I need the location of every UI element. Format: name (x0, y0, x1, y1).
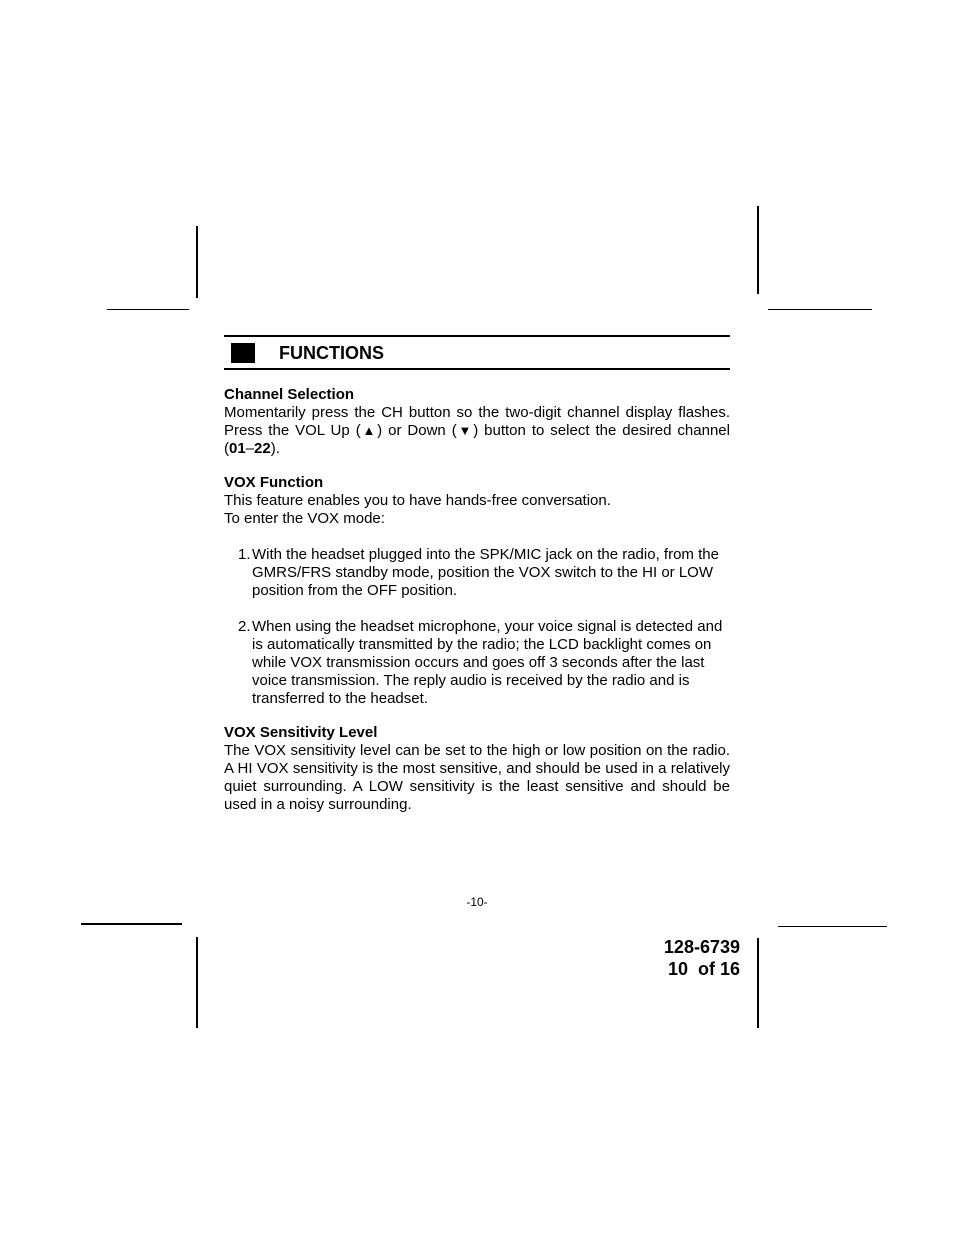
channel-max: 22 (254, 440, 271, 457)
step-number: 1. (238, 546, 251, 563)
crop-mark-top-right-horizontal (768, 309, 872, 310)
list-item (224, 618, 730, 708)
header-top-rule (224, 335, 730, 337)
crop-mark-top-left-horizontal (107, 309, 189, 310)
document-info (664, 936, 740, 980)
crop-mark-bottom-right-vertical (757, 938, 759, 1028)
crop-mark-top-left-vertical (196, 226, 198, 298)
up-arrow-icon: ▲ (360, 423, 378, 438)
document-number: 128-6739 (663, 937, 740, 957)
section-title: FUNCTIONS (279, 343, 384, 363)
crop-mark-bottom-right-horizontal (778, 926, 887, 927)
list-item (224, 546, 730, 600)
channel-min: 01 (229, 440, 246, 457)
vox-sensitivity-text: The VOX sensitivity level can be set to the high or low position on the radio. A HI VOX sensitivity is the most sensitive, and should be used in a relatively quiet surrounding. A LOW sensitivity is the least sensitive and should be used in a noisy surrounding. (224, 742, 730, 813)
down-arrow-icon: ▼ (456, 423, 474, 438)
header-block-marker (231, 343, 255, 363)
content-body (224, 386, 730, 814)
vox-function-intro: This feature enables you to have hands-free conversation. (224, 492, 611, 509)
step-number: 2. (238, 618, 251, 635)
crop-mark-bottom-left-vertical (196, 937, 198, 1028)
vox-steps-list (224, 546, 730, 708)
crop-mark-bottom-left-horizontal (81, 923, 182, 925)
page-number: -10- (466, 895, 488, 909)
vox-function-heading: VOX Function (224, 474, 324, 491)
header-bottom-rule (224, 368, 730, 370)
step-text: With the headset plugged into the SPK/MIC jack on the radio, from the GMRS/FRS standby mode, position the VOX switch to the HI or LOW position from the OFF position. (252, 546, 719, 599)
vox-sensitivity-heading: VOX Sensitivity Level (224, 724, 378, 741)
step-text: When using the headset microphone, your voice signal is detected and is automatically transmitted by the radio; the LCD backlight comes on while VOX transmission occurs and goes off 3 seconds after the last voice transmission. The reply audio is received by the radio and is transferred to the headset. (252, 618, 723, 707)
channel-selection-heading: Channel Selection (224, 386, 355, 403)
channel-selection-text: Momentarily press the CH button so the two-digit channel display flashes. Press the VOL Up (▲) or Down (▼) button to select the desired channel (01–22). (224, 404, 730, 457)
vox-function-instruction: To enter the VOX mode: (224, 510, 385, 527)
crop-mark-top-right-vertical (757, 206, 759, 294)
page-of-total: 10 of 16 (667, 959, 740, 979)
